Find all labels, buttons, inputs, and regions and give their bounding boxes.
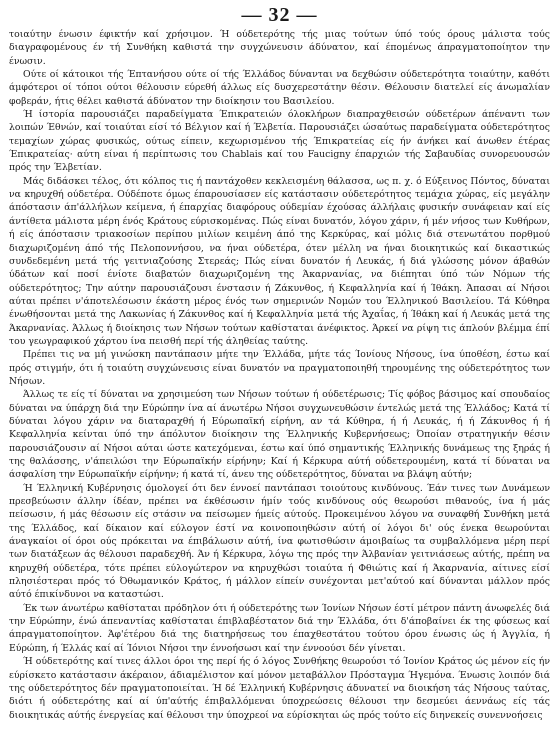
paragraph: τοιαύτην ένωσιν έφικτήν καί χρήσιμον. Ή ούδετερότης τής μιας τούτων ύπό τούς όρους μάλιστα τούς διαγραφομένους έν τή Συνθήκη καθιστά την συγχώνευσιν άδύνατον, καί έπομένως άπραγματοποίητον την ένωσιν. [9,29,550,67]
body-text [9,28,550,722]
document-page [9,4,550,722]
paragraph: Ούτε οί κάτοικοι τής Έπτανήσου ούτε οί τής Έλλάδος δύνανται να δεχθώσιν ούδετερότητα τοιαύτην, καθότι άμφότεροι οί τόποι ούτοι θέλουσιν εύρεθή άλλως είς δυσχερεστάτην θέσιν. Θέλουσιν διατελεί είς άνωμαλίαν φοβεράν, ήτις θέλει καθιστά άδύνατον την διοίκησιν του Βασιλείου. [9,69,550,107]
paragraph: Ή ίστορία παρουσιάζει παραδείγματα Έπικρατειών όλοκλήρων διαπραχθεισών ούδετέρων άπέναντι των λοιπών Έθνών, καί τοιαύται είσί τό Βέλγιον καί ή Έλβετία. Παρουσιάζει ώσαύτως παραδείγματα ούδετερότητος τεμαχίων χώρας φυσικώς, ούτως είπειν, κεχωρισμένου τής Έπικρατείας είς ήν άνήκει καί άνωθεν έτέρας Έπικρατείας· αύτη είναι ή περίπτωσις του Chablais καί του Faucigny έπαρχιών τής Σαβαυδίας συνορευουσών πρός την Έλβετίαν. [9,109,550,174]
paragraph: Ή ούδετερότης καί τινες άλλοι όροι της περί ής ό λόγος Συνθήκης θεωρούσι τό Ίονίον Κράτος ώς μένον είς ήν εύρίσκετο κατάστασιν άκέραιον, άδιαμέλιστον καί μόνον μεταβάλλον Πρόσταγμα Ήγεμόνα. Ένωσις λοιπόν διά της ούδετερότητος δέν πραγματοποιείται. Ή δέ Έλληνική Κυβέρνησις άδυνατεί να διοικήση τάς Νήσους ταύτας, διότι ή ούδετερότης καί αί ύπ'αύτής έπιβαλλόμεναι ύποχρεώσεις θέλουσι την δεσμεύει άεννάως είς τάς διοικητικάς αύτής ένεργείας καί θέλουσι την ύποχρεοί να εύρίσκηται ώς πρός τούτο είς διηνεκείς συνεννοήσεις [9,656,550,721]
page-number: — 32 — [241,4,318,26]
paragraph: Έκ των άνωτέρω καθίσταται πρόδηλον ότι ή ούδετερότης των Ίονίων Νήσων έστί μέτρον πάντη άνωφελές διά την Εύρώπην, ένώ άπεναντίας καθίσταται έπιβλαβέστατον διά την Έλλάδα, ότι δ'άποβαίνει έκ της φύσεως καί άπραγματοποίητον. Άφ'έτέρου διά της διατηρήσεως του έπαχθεστάτου τούτου όρου ένωσις ώς ή Άγγλία, ή Εύρώπη, ή Έλλάς καί αί Ίόνιοι Νήσοι την έννοήσωσι καί την έννοούσι δέν γίνεται. [9,602,550,654]
paragraph: Άλλως τε είς τί δύναται να χρησιμεύση των Νήσων τούτων ή ούδετέρωσις; Τίς φόβος βάσιμος καί σπουδαίος δύναται να ύπάρχη διά την Εύρώπην ίνα αί άνωτέρω Νήσοι συγχωνευθώσιν έντελώς μετά της Έλλάδος; Κατά τί δύναται λόγου χάριν να διαταραχθή ή Εύρωπαϊκή είρήνη, αν τά Κύθηρα, ή ή Λευκάς, ή ή Ζάκυνθος ή ή Κεφαλληνία κείνται ύπό την άπόλυτον διοίκησιν της Έλληνικής Κυβερνήσεως; Όποίαν στρατηγικήν θέσιν παρουσιάζουσιν αί Νήσοι αύται ώστε κατεχόμεναι, έστω καί ύπό σημαντικής Έλληνικής δυνάμεως της ξηράς ή της θαλάσσης, ν'άπειλώσι την Εύρωπαϊκήν είρήνην; Καί ή Κέρκυρα αύτή ούδετερουμένη, κατά τί δύναται να άσφαλίση την Εύρωπαϊκήν είρήνην; ή κατά τί, άνευ της ούδετερότητος, δύναται να βλάψη αύτήν; [9,389,550,481]
paragraph: Μάς διδάσκει τέλος, ότι κόλπος τις ή παντάχοθεν κεκλεισμένη θάλασσα, ως π. χ. ό Εύξεινος Πόντος, δύναται να κηρυχθή ούδετέρα. Ούδέποτε όμως έπαρουσίασεν είς κατάστασιν ούδετερότητος τεμάχια χώρας, είς μεγάλην άπόστασιν άπ'άλλήλων κείμενα, ή έπαρχίας διαφόρους ούδεμίαν έχούσας άλλήλαις φυσικήν συνάφειαν καί είς άντίθετα μάλιστα μέρη ένός Κράτους εύρισκομένας. Πώς είναι δυνατόν, λόγου χάριν, ή μέν νήσος των Κυθήρων, ή είς άπόστασιν τριακοσίων περίπου μιλίων κειμένη άπό της Κερκύρας, καί μόλις διά στενωτάτου πορθμού διαχωριζομένη άπό τής Πελοποννήσου, να ήναι ούδετέρα, ότεν μέλλη να ήναι διοικητικώς καί δικαστικώς συνδεδεμένη μετά τής γειτνιαζούσης Στερεάς; Πώς είναι δυνατόν ή Λευκάς, ή διά γλώσσης μόνον άβαθών ύδάτων καί ποσί ένίοτε διαβατών διαχωριζομένη της Άκαρνανίας, να διέπηται ύπό τών Νόμων τής ούδετερότητος; Την αύτην παρουσιάζουσι ένστασιν ή Ζάκυνθος, ή Κεφαλληνία καί ή Ίθάκη. Άπασαι αί Νήσοι αύται πρέπει ν'άποτελέσωσιν έκάστη μέρος ένός των σημερινών Νομών του Έλληνικού Βασιλείου. Τά Κύθηρα ένωθήσονται μετά της Λακωνίας ή Ζάκυνθος καί ή Κεφαλληνία μετά τής Άχαΐας, ή Ίθάκη καί ή Λευκάς μετά της Άκαρνανίας. Άλλως ή διοίκησις των Νήσων τούτων καθίσταται άνέφικτος. Άρκεί να ρίψη τις άπλούν βλέμμα έπί του γεωγραφικού χάρτου ίνα πεισθή περί τής άληθείας ταύτης. [9,175,550,347]
paragraph: Πρέπει τις να μή γινώσκη παντάπασιν μήτε την Έλλάδα, μήτε τάς Ίονίους Νήσους, ίνα ύποθέση, έστω καί πρός στιγμήν, ότι ή τοιαύτη συγχώνευσις είναι δυνατόν να πραγματοποιηθή τηρουμένης της ούδετερότητος των Νήσων. [9,349,550,387]
paragraph: Ή Έλληνική Κυβέρνησις όμολογεί ότι δεν έννοεί παντάπασι τοιούτους κινδύνους. Έάν τινες των Δυνάμεων πρεσβεύωσιν άλλην ίδέαν, πρέπει να έκθέσωσιν ήμίν τούς κινδύνους ούς θεωρούσι πιθανούς, ίνα ή μάς πείσωσιν, ή μάς θέσωσιν είς στάσιν να πείσωμεν ήμείς αύτούς. Προκειμένου λόγου να συναφθή Συνθήκη μετά της Έλλάδος, καί δίκαιον καί εύλογον έστί να κοινοποιηθώσιν αύτή οί λόγοι δι' ούς ένεκα θεωρούνται άναγκαίοι οί όροι ούς πρόκειται να έπιβάλωσιν αύτή, ίνα φωτισθώσιν άμοιβαίως τα συμβαλλόμενα μέρη περί των διατάξεων άς θέλουσι παραδεχθή. Άν ή Κέρκυρα, λόγω της πρός την Άλβανίαν γειτνιάσεως αύτής, πρέπη να κηρυχθή ούδετέρα, τότε πρέπει εύλογώτερον να κηρυχθώσι τοιαύτα ή Φθιώτις καί ή Άκαρνανία, αίτινες είσί πλησιέστεραι πρός τό Όθωμανικόν Κράτος, ή μάλλον είπείν συνέχονται μετ'αύτού καί δύνανται μάλλον πρός αύτό έπικίνδυνοι να καταστώσι. [9,482,550,601]
